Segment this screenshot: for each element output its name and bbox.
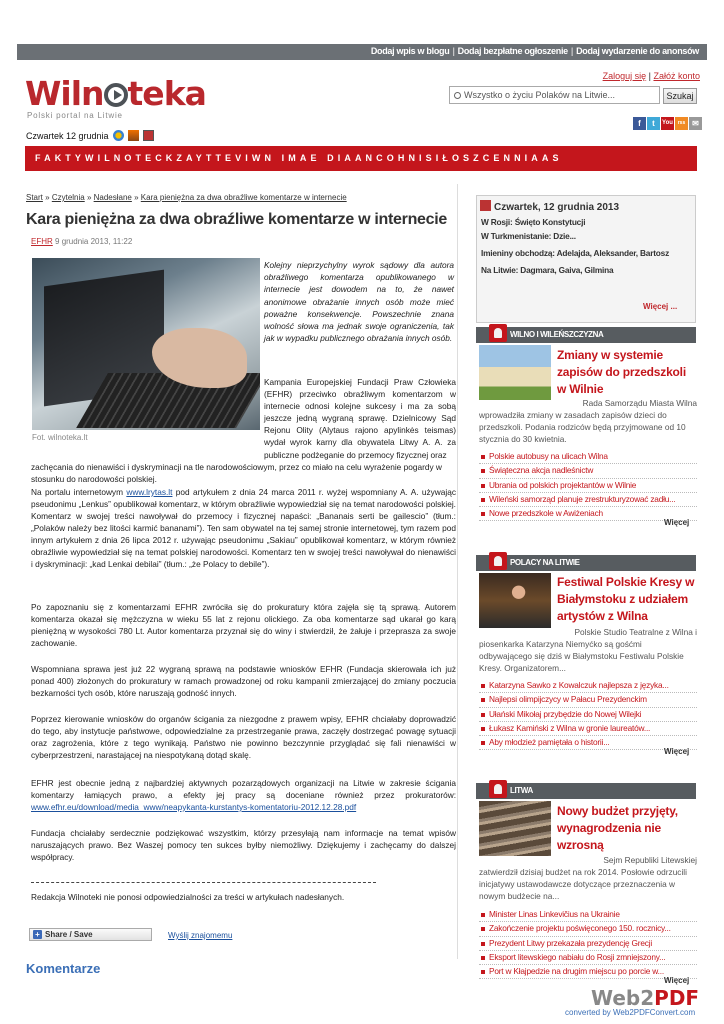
web2pdf-url[interactable]: converted by Web2PDFConvert.com [565, 1008, 696, 1017]
author-link[interactable]: EFHR [31, 237, 53, 246]
sejm-thumbnail[interactable] [479, 801, 551, 856]
news-link[interactable]: Ułański Mikołaj przybędzie do Nowej Wilejki [489, 708, 642, 719]
article-paragraph-1b: zachęcania do nienawiści i dyskryminacji na tle narodowościowym, przez co miało na celu wyrażenie pogardy w stosunku do narodowości polskiej. [31, 462, 442, 484]
article-meta [31, 237, 132, 246]
share-button[interactable]: + Share / Save [29, 928, 152, 941]
article-paragraph-7: Fundacja chciałaby serdecznie podziękować wszystkim, którzy przesyłają nam informacje na temat wpisów naruszających prawo. Bez Waszej pomocy ten sukces byłby niemożliwy. Dziękujemy i zachęcamy do dalszej współpracy. [31, 828, 456, 862]
send-to-friend-link[interactable]: Wyślij znajomemu [168, 931, 233, 940]
weather-icon [113, 130, 124, 141]
news-link[interactable]: Najlepsi olimpijczycy w Pałacu Prezydenckim [489, 694, 647, 705]
logo-part-a: Web2 [591, 986, 655, 1010]
section-intro [479, 397, 697, 445]
login-links: Zaloguj się | Załóż konto [602, 71, 700, 81]
intro-first-line: Polskie Studio Teatralne z Wilna i [574, 627, 697, 637]
section-icon [489, 324, 507, 342]
youtube-icon[interactable]: You [661, 117, 674, 130]
calendar-date: Czwartek, 12 grudnia 2013 [494, 202, 620, 213]
list-item[interactable] [479, 693, 697, 707]
news-link[interactable]: Łukasz Kamiński z Wilna w gronie laureatów... [489, 722, 651, 733]
list-item[interactable] [479, 679, 697, 693]
list-item[interactable] [479, 922, 697, 936]
list-item[interactable] [479, 464, 697, 478]
article-photo [32, 258, 260, 430]
breadcrumb: Start » Czytelnia » Nadesłane » Kara pieniężna za dwa obraźliwe komentarze w internecie [26, 193, 347, 202]
breadcrumb-section[interactable]: Czytelnia [51, 193, 85, 202]
news-link[interactable]: Nowe przedszkole w Awiżeniach [489, 508, 603, 519]
section-tag[interactable]: POLACY NA LITWIE [510, 558, 580, 567]
section-icon [489, 780, 507, 798]
article-paragraph-1a: Kampania Europejskiej Fundacji Praw Człowieka (EFHR) przeciwko obraźliwym komentarzom w internecie odnosi kolejne sukcesy i ma za sobą jeszcze jedną wygraną sprawę. Dzielnicowy Sąd Rejonu Olity (Alytaus rajono apylinkės teismas) wydał wyrok karny dla obywatela Litwy A. A. za publiczne podżeganie do przemocy fizycznej oraz [264, 377, 456, 460]
news-link[interactable]: Port w Kłajpedzie na drugim miejscu po porcie w... [489, 966, 664, 977]
article-paragraph-6 [31, 777, 456, 813]
search-button[interactable]: Szukaj [663, 88, 697, 104]
news-link[interactable]: Eksport litewskiego nabiału do Rosji zmniejszony... [489, 951, 666, 962]
p2-start: Na portalu internetowym [31, 487, 127, 497]
social-icons [633, 117, 702, 130]
section-tag[interactable]: WILNO I WILEŃSZCZYZNA [510, 330, 604, 339]
intro-first-line: Rada Samorządu Miasta Wilna [582, 398, 697, 408]
search-placeholder: Wszystko o życiu Polaków na Litwie... [464, 90, 616, 100]
section-more-link[interactable]: Więcej [664, 518, 690, 527]
top-links-bar: Dodaj wpis w blogu | Dodaj bezpłatne ogłoszenie | Dodaj wydarzenie do anonsów [17, 44, 707, 60]
twitter-icon[interactable]: t [647, 117, 660, 130]
section-bar-wilno [476, 327, 696, 343]
rss-icon[interactable]: rss [675, 117, 688, 130]
news-link[interactable]: Minister Linas Linkevičius na Ukrainie [489, 909, 620, 919]
search-icon [454, 92, 461, 99]
efhr-pdf-link[interactable]: www.efhr.eu/download/media_www/neapykanta-kurstantys-komentatoriu-2012.12.28.pdf [31, 802, 357, 812]
logo-part-b: PDF [654, 986, 700, 1010]
main-nav[interactable]: FAKTYWILNOTECKZAYTTEVIWN IMAE DIAANCOHNISIŁOSZCENNIAAS [25, 146, 697, 171]
intro-text: zatwierdził dzisiaj budżet na rok 2014. Posłowie odrzucili inicjatywy ustawodawcze dotyczące przeznaczenia w nowym budżecie na... [479, 867, 687, 901]
festival-thumbnail[interactable] [479, 573, 551, 628]
current-date: Czwartek 12 grudnia [26, 130, 109, 141]
holiday-russia: W Rosji: Święto Konstytucji [481, 217, 586, 227]
web2pdf-logo [591, 986, 699, 1010]
kindergarten-thumbnail[interactable] [479, 345, 551, 400]
add-blog-link[interactable]: Dodaj wpis w blogu [370, 46, 450, 56]
section-more-link[interactable]: Więcej [664, 747, 690, 756]
news-link[interactable]: Polskie autobusy na ulicach Wilna [489, 451, 608, 461]
article-paragraph-5: Poprzez kierowanie wniosków do organów ścigania za niezgodne z prawem wpisy, EFHR chciałaby doprowadzić do tego, aby instytucje państwowe, odpowiedzialne za przestrzeganie prawa, zaczęły dostrzegać powagę sytuacji oraz zagrożenia, które z tego wynikają. Państwo nie powinno bezczynnie przyglądać się fali nienawiści w cyberprzestrzeni, narastającej na niespotykaną dotąd skalę. [31, 714, 456, 760]
news-link[interactable]: Katarzyna Sawko z Kowalczuk najlepsza z języka... [489, 680, 669, 690]
nameday-icon [128, 130, 139, 141]
section-intro [479, 854, 697, 902]
disclaimer: Redakcja Wilnoteki nie ponosi odpowiedzialności za treści w artykułach nadesłanych. [31, 892, 345, 902]
calendar-header [480, 200, 619, 213]
p2-rest: pod artykułem z dnia 24 marca 2011 r. wyżej wspomniany A. A. używając pseudonimu „Lenkus” opublikował komentarz, w którym obraźliwie wypowiedział się na temat narodowości polskiej. Komentarz w swojej treści nawoływał do przemocy i fizycznej napaści: „Bananais serti be gailescio” (tłum.: „Polaków należy bez litości karmić bananami”). Ten sam obywatel na tej samej stronie internetowej, tym razem pod innym artykułem z dnia 26 lipca 2012 r. używając pseudonimu „Sakiau” opublikował komentarz, w którym również obraźliwie wypowiedział się na temat polskiej narodowości. Komentarz ten w swojej treści nawoływał do nienawiści i dyskryminacji: „kad Lenkai debilai” (tłum.: „że Polacy to debile”). [31, 487, 456, 569]
date-row [26, 130, 154, 141]
register-link[interactable]: Załóż konto [653, 71, 700, 81]
search-input[interactable] [449, 86, 660, 104]
comments-heading: Komentarze [26, 961, 101, 976]
intro-text: wprowadziła zmiany w zasadach zapisów dzieci do przedszkoli. Podania rodziców będą przyjmowane od 10 stycznia do 30 kwietnia. [479, 410, 686, 444]
section-link-list [479, 679, 697, 750]
holiday-turkmenistan: W Turkmenistanie: Dzie... [481, 231, 576, 241]
news-link[interactable]: Świąteczna akcja nadleśnictw [489, 465, 594, 476]
breadcrumb-sub[interactable]: Nadesłane [93, 193, 132, 202]
list-item[interactable] [479, 493, 697, 507]
add-ad-link[interactable]: Dodaj bezpłatne ogłoszenie [457, 46, 568, 56]
login-link[interactable]: Zaloguj się [602, 71, 647, 81]
article-paragraph-2 [31, 486, 456, 570]
section-tag[interactable]: LITWA [510, 786, 533, 795]
p6-start: EFHR jest obecnie jedną z najbardziej aktywnych pozarządowych organizacji na Litwie w zakresie ścigania komentarzy łamiących prawo, a efekty jej pracy są doceniane również przez prokuratorów: [31, 778, 456, 800]
list-item[interactable] [479, 937, 697, 951]
namedays-lithuania: Na Litwie: Dagmara, Gaiva, Gilmina [481, 265, 614, 275]
article-lead: Kolejny nieprzychylny wyrok sądowy dla autora obraźliwego komentarza opublikowanego w internecie jest dowodem na to, że nawet anonimowe obrażanie innych osób może mieć poważne konsekwencje. Powszechnie znana wolność słowa ma jednak swoje ograniczenia, tak jak w wypadku publicznego obrażania innych osób. [264, 260, 454, 344]
list-item[interactable] [479, 479, 697, 493]
calendar-icon [480, 200, 491, 211]
breadcrumb-home[interactable]: Start [26, 193, 43, 202]
list-item[interactable] [479, 708, 697, 722]
article-title: Kara pieniężna za dwa obraźliwe komentarze w internecie [26, 211, 447, 228]
intro-text: piosenkarka Katarzyna Niemyćko są gośćmi odbywającego się dziś w Białymstoku Festiwalu Polskie Kresy. Organizatorem... [479, 639, 684, 673]
news-link[interactable]: Zakończenie projektu poświęconego 150. rocznicy... [489, 923, 671, 934]
add-event-link[interactable]: Dodaj wydarzenie do anonsów [576, 46, 699, 56]
facebook-icon[interactable]: f [633, 117, 646, 130]
article-date: 9 grudnia 2013, 11:22 [55, 237, 133, 246]
section-link-list [479, 450, 697, 521]
lrytas-link[interactable]: www.lrytas.lt [126, 487, 173, 497]
list-item[interactable] [479, 722, 697, 736]
section-bar-polacy [476, 555, 696, 571]
divider [31, 882, 376, 883]
calendar-more-link[interactable]: Więcej ... [643, 302, 678, 311]
site-logo[interactable]: Wiln teka [25, 74, 206, 113]
news-link[interactable]: Ubrania od polskich projektantów w Wilnie [489, 479, 637, 490]
list-item[interactable] [479, 450, 697, 464]
list-item[interactable] [479, 951, 697, 965]
section-bar-litwa [476, 783, 696, 799]
news-link[interactable]: Wileński samorząd planuje zrestrukturyzować zadłu... [489, 493, 676, 504]
section-more-link[interactable]: Więcej [664, 976, 690, 985]
intro-first-line: Sejm Republiki Litewskiej [603, 855, 697, 865]
section-link-list [479, 908, 697, 979]
article-paragraph-4: Wspomniana sprawa jest już 22 wygraną sprawą na podstawie wniosków EFHR (Fundacja skierowała ich już ponad 400) złożonych do prokuratury w ramach prowadzonej od roku kampanii zmierzającej do zmiany poczucia bezkarności tych osób, które naruszają godność innych. [31, 664, 456, 698]
photo-caption: Fot. wilnoteka.lt [32, 433, 88, 442]
section-icon [489, 552, 507, 570]
section-intro [479, 626, 697, 674]
list-item[interactable] [479, 908, 697, 922]
play-logo-icon [104, 83, 128, 107]
email-icon[interactable]: ✉ [689, 117, 702, 130]
article-paragraph-3: Po zapoznaniu się z komentarzami EFHR zwróciła się do prokuratury która zajęła się tą sprawą. Autorem komentarza okazał się mężczyzna w wieku 55 lat z rejonu olickiego. Za oba komentarze sąd ukarał go karą pieniężną w wysokości 780 Lt. Autor komentarza przyznał się do winy i stwierdził, że żałuje i przeprasza za swoje zachowanie. [31, 602, 456, 648]
section-headline[interactable]: Zmiany w systemie zapisów do przedszkoli w Wilnie [557, 348, 686, 396]
namedays: Imieniny obchodzą: Adelajda, Aleksander, Bartosz [481, 248, 670, 258]
news-link[interactable]: Aby młodzież pamiętała o historii... [489, 737, 610, 748]
calendar-icon [143, 130, 154, 141]
section-headline[interactable]: Nowy budżet przyjęty, wynagrodzenia nie wzrosną [557, 804, 678, 852]
site-tagline: Polski portal na Litwie [27, 111, 123, 120]
news-link[interactable]: Prezydent Litwy przekazała prezydencję Grecji [489, 937, 653, 948]
section-headline[interactable]: Festiwal Polskie Kresy w Białymstoku z udziałem artystów z Wilna [557, 575, 695, 623]
breadcrumb-current[interactable]: Kara pieniężna za dwa obraźliwe komentarze w internecie [140, 193, 347, 202]
